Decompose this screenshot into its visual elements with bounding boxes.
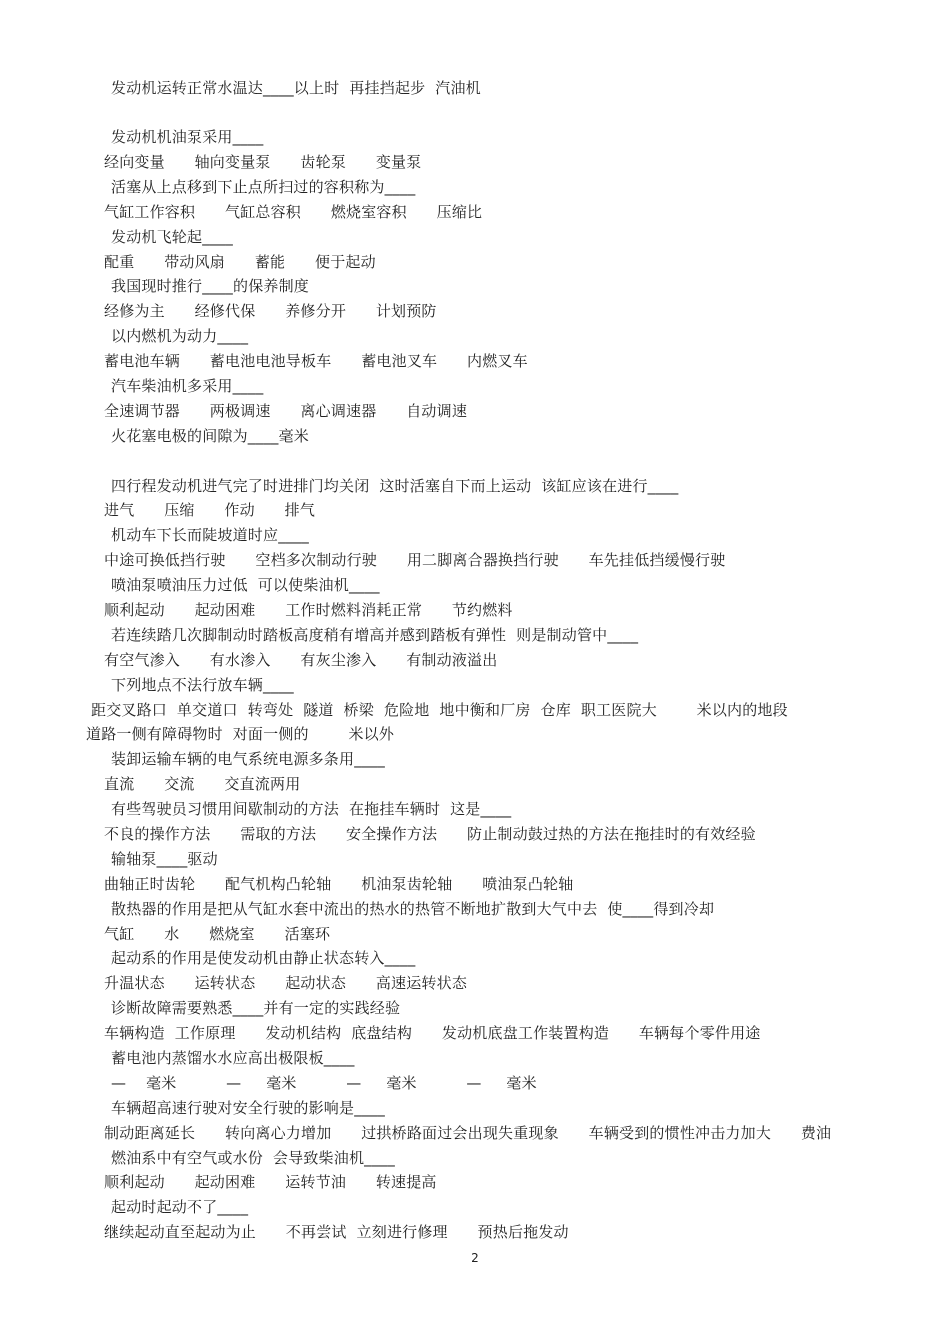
question-line: 起动系的作用是使发动机由静止状态转入____ [111,949,416,967]
options-line: 配重 带动风扇 蓄能 便于起动 [104,253,376,271]
question-line: 蓄电池内蒸馏水水应高出极限板____ [111,1049,355,1067]
question-line: 以内燃机为动力____ [111,327,249,345]
options-line: 气缸 水 燃烧室 活塞环 [104,925,331,943]
options-line: 气缸工作容积 气缸总容积 燃烧室容积 压缩比 [104,203,483,221]
options-line: 经修为主 经修代保 养修分开 计划预防 [104,302,437,320]
question-line: 若连续踏几次脚制动时踏板高度稍有增高并感到踏板有弹性 则是制动管中____ [111,626,639,644]
options-line: — 毫米 — 毫米 — 毫米 — 毫米 [111,1074,537,1092]
question-line: 活塞从上点移到下止点所扫过的容积称为____ [111,178,416,196]
options-line: 顺利起动 起动困难 工作时燃料消耗正常 节约燃料 [104,601,513,619]
options-line: 进气 压缩 作动 排气 [104,501,316,519]
options-line: 顺利起动 起动困难 运转节油 转速提高 [104,1173,437,1191]
question-line: 我国现时推行____的保养制度 [111,277,310,295]
question-line: 起动时起动不了____ [111,1198,249,1216]
question-line: 汽车柴油机多采用____ [111,377,264,395]
question-line: 车辆超高速行驶对安全行驶的影响是____ [111,1099,386,1117]
options-line: 升温状态 运转状态 起动状态 高速运转状态 [104,974,468,992]
question-line: 燃油系中有空气或水份 会导致柴油机____ [111,1149,395,1167]
question-line: 散热器的作用是把从气缸水套中流出的热水的热管不断地扩散到大气中去 使____得到冷却 [111,900,715,918]
question-line: 四行程发动机进气完了时进排门均关闭 这时活塞自下而上运动 该缸应该在进行____ [111,477,679,495]
options-line: 中途可换低挡行驶 空档多次制动行驶 用二脚离合器换挡行驶 车先挂低挡缓慢行驶 [104,551,726,569]
options-line: 继续起动直至起动为止 不再尝试 立刻进行修理 预热后拖发动 [104,1223,569,1241]
options-line: 道路一侧有障碍物时 对面一侧的 米以外 [86,725,395,743]
page-number: 2 [471,1251,479,1265]
options-line: 全速调节器 两极调速 离心调速器 自动调速 [104,402,468,420]
question-line: 诊断故障需要熟悉____并有一定的实践经验 [111,999,401,1017]
question-line: 发动机运转正常水温达____以上时 再挂挡起步 汽油机 [111,79,481,97]
question-line: 机动车下长而陡坡道时应____ [111,526,310,544]
options-line: 车辆构造 工作原理 发动机结构 底盘结构 发动机底盘工作装置构造 车辆每个零件用途 [104,1024,761,1042]
options-line: 不良的操作方法 需取的方法 安全操作方法 防止制动鼓过热的方法在拖挂时的有效经验 [104,825,756,843]
options-line: 距交叉路口 单交道口 转弯处 隧道 桥梁 危险地 地中衡和厂房 仓库 职工医院大 米以内的地段 [91,701,788,719]
question-line: 装卸运输车辆的电气系统电源多条用____ [111,750,386,768]
options-line: 制动距离延长 转向离心力增加 过拱桥路面过会出现失重现象 车辆受到的惯性冲击力加大 费油 [104,1124,832,1142]
question-line: 发动机飞轮起____ [111,228,234,246]
options-line: 有空气渗入 有水渗入 有灰尘渗入 有制动液溢出 [104,651,498,669]
question-line: 有些驾驶员习惯用间歇制动的方法 在拖挂车辆时 这是____ [111,800,512,818]
question-line: 发动机机油泵采用____ [111,128,264,146]
question-line: 火花塞电极的间隙为____毫米 [111,427,310,445]
options-line: 曲轴正时齿轮 配气机构凸轮轴 机油泵齿轮轴 喷油泵凸轮轴 [104,875,574,893]
question-line: 输轴泵____驱动 [111,850,218,868]
options-line: 经向变量 轴向变量泵 齿轮泵 变量泵 [104,153,422,171]
question-line: 下列地点不法行放车辆____ [111,676,294,694]
question-line: 喷油泵喷油压力过低 可以使柴油机____ [111,576,380,594]
options-line: 蓄电池车辆 蓄电池电池导板车 蓄电池叉车 内燃叉车 [104,352,528,370]
options-line: 直流 交流 交直流两用 [104,775,301,793]
